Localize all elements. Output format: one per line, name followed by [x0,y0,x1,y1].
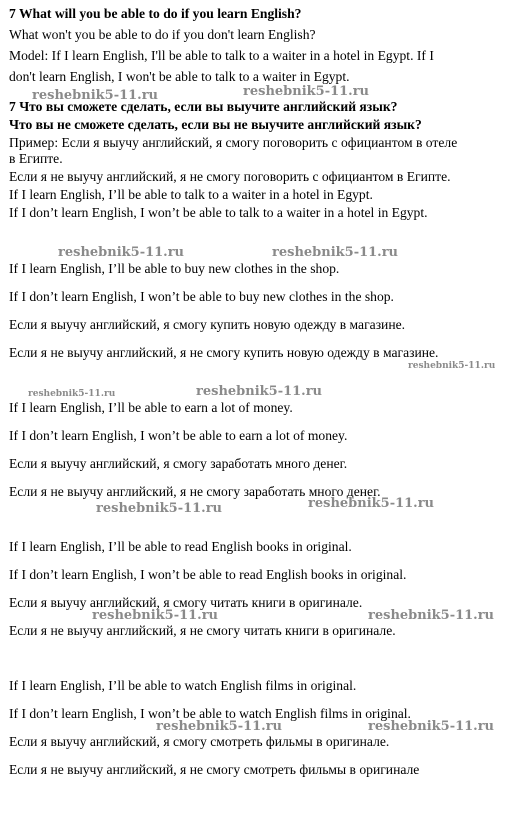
example-line-5: If I don’t learn English, I won’t be able to talk to a waiter in a hotel in Egypt. [9,205,428,220]
answer-2-en-negative: If I don’t learn English, I won’t be able to earn a lot of money. [9,428,348,443]
watermark: reshebnik5-11.ru [96,501,223,516]
answer-1-ru-negative: Если я не выучу английский, я не смогу купить новую одежду в магазине. [9,345,439,360]
watermark: reshebnik5-11.ru [408,361,496,371]
answer-1-ru-positive: Если я выучу английский, я смогу купить новую одежду в магазине. [9,317,406,332]
model-line-2: don't learn English, I won't be able to talk to a waiter in Egypt. [9,69,350,84]
answer-1-en-negative: If I don’t learn English, I won’t be able to buy new clothes in the shop. [9,289,394,304]
answer-4-en-positive: If I learn English, I’ll be able to watch English films in original. [9,678,357,693]
watermark: reshebnik5-11.ru [156,719,283,734]
example-line-2: в Египте. [9,151,63,166]
watermark: reshebnik5-11.ru [272,245,399,260]
answer-2-ru-negative: Если я не выучу английский, я не смогу заработать много денег. [9,484,381,499]
question-line: What won't you be able to do if you don't learn English? [9,27,316,42]
watermark: reshebnik5-11.ru [196,384,323,399]
answer-3-ru-negative: Если я не выучу английский, я не смогу читать книги в оригинале. [9,623,396,638]
answer-4-en-negative: If I don’t learn English, I won’t be able to watch English films in original. [9,706,411,721]
watermark: reshebnik5-11.ru [32,88,159,103]
watermark: reshebnik5-11.ru [58,245,185,260]
answer-3-en-positive: If I learn English, I’ll be able to read English books in original. [9,539,352,554]
model-line-1: Model: If I learn English, I'll be able to talk to a waiter in a hotel in Egypt. If I [9,48,434,63]
watermark: reshebnik5-11.ru [368,719,495,734]
example-line-4: If I learn English, I’ll be able to talk to a waiter in a hotel in Egypt. [9,187,373,202]
answer-1-en-positive: If I learn English, I’ll be able to buy new clothes in the shop. [9,261,340,276]
watermark: reshebnik5-11.ru [368,608,495,623]
watermark: reshebnik5-11.ru [308,496,435,511]
answer-3-ru-positive: Если я выучу английский, я смогу читать книги в оригинале. [9,595,363,610]
example-line-3: Если я не выучу английский, я не смогу поговорить с официантом в Египте. [9,169,451,184]
answer-4-ru-positive: Если я выучу английский, я смогу смотреть фильмы в оригинале. [9,734,390,749]
watermark: reshebnik5-11.ru [243,84,370,99]
exercise-heading-en: 7 What will you be able to do if you learn English? [9,6,302,21]
exercise-heading-ru: 7 Что вы сможете сделать, если вы выучите английский язык? [9,99,398,114]
answer-4-ru-negative: Если я не выучу английский, я не смогу смотреть фильмы в оригинале [9,762,420,777]
watermark: reshebnik5-11.ru [28,389,116,399]
answer-2-ru-positive: Если я выучу английский, я смогу заработать много денег. [9,456,348,471]
answer-3-en-negative: If I don’t learn English, I won’t be able to read English books in original. [9,567,407,582]
example-line-1: Пример: Если я выучу английский, я смогу поговорить с официантом в отеле [9,135,458,150]
exercise-subheading-ru: Что вы не сможете сделать, если вы не выучите английский язык? [9,117,422,132]
answer-2-en-positive: If I learn English, I’ll be able to earn a lot of money. [9,400,293,415]
watermark: reshebnik5-11.ru [92,608,219,623]
